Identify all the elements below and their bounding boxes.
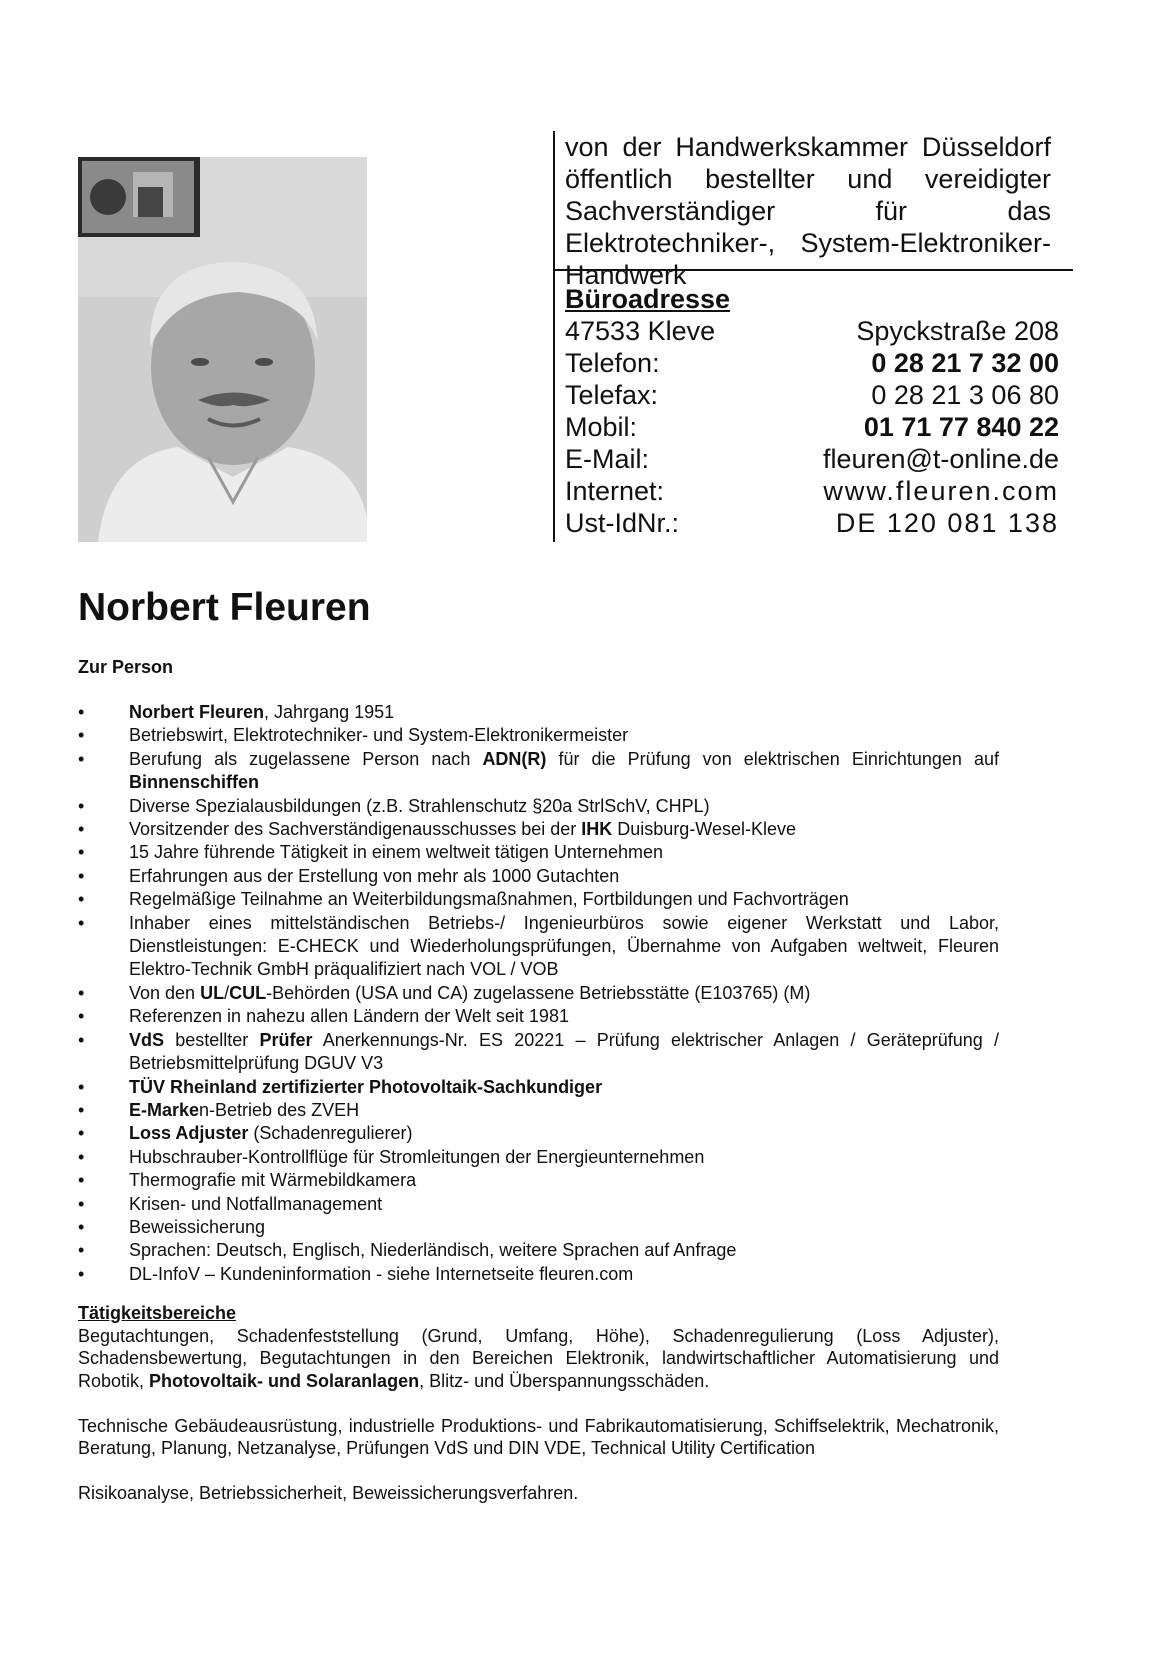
contact-row: [565, 379, 1059, 411]
text: Anerkennungs-Nr. ES 20221 – Prüfung elektrischer Anlagen / Geräteprüfung / Betriebsmittelprüfung DGUV V3: [129, 1029, 999, 1074]
text: (Schadenregulierer): [248, 1123, 413, 1144]
list-item: [78, 1099, 999, 1122]
list-item: [78, 1216, 999, 1239]
list-item: [78, 1263, 999, 1286]
contact-label: Mobil:: [565, 412, 638, 442]
text: für die Prüfung von elektrischen Einrichtungen auf: [546, 748, 999, 769]
list-item: [78, 1146, 999, 1169]
bold-text: UL: [200, 982, 225, 1003]
header-divider: [555, 269, 1073, 271]
text: , Jahrgang 1951: [264, 702, 395, 722]
text: Diverse Spezialausbildungen (z.B. Strahlenschutz §20a StrlSchV, CHPL): [129, 795, 710, 816]
text: Berufung als zugelassene Person nach: [129, 748, 483, 769]
bold-text: TÜV Rheinland zertifizierter Photovoltaik-Sachkundiger: [129, 1076, 603, 1097]
office-address-title: Büroadresse: [565, 284, 731, 314]
contact-label: Telefax:: [565, 380, 659, 410]
contact-value: 01 71 77 840 22: [863, 412, 1059, 442]
text: /: [224, 982, 230, 1003]
activity-paragraph: [78, 1482, 999, 1505]
activities-title: Tätigkeitsbereiche: [78, 1303, 237, 1323]
activity-paragraph: [78, 1325, 999, 1393]
bold-text: Photovoltaik- und Solaranlagen: [149, 1370, 420, 1391]
list-item: [78, 724, 999, 747]
list-item: [78, 795, 999, 818]
contact-label: Internet:: [565, 476, 665, 506]
text: Hubschrauber-Kontrollflüge für Stromleitungen der Energieunternehmen: [129, 1146, 705, 1167]
contact-value: Spyckstraße 208: [856, 316, 1059, 346]
contact-value: www.fleuren.com: [823, 476, 1059, 506]
portrait-photo: [78, 157, 367, 542]
activities-paragraphs: [78, 1325, 999, 1505]
text: Inhaber eines mittelständischen Betriebs-/ Ingenieurbüros sowie eigener Werkstatt und Labor, Dienstleistungen: E-CHECK und Wiederholungsprüfungen, Übernahme von Aufgaben weltweit, Fleuren Elektro-Technik GmbH präqualifiziert nach VOL / VOB: [129, 912, 999, 980]
text: Referenzen in nahezu allen Ländern der Welt seit 1981: [129, 1006, 569, 1027]
text: Begutachtungen, Schadenfeststellung (Grund, Umfang, Höhe), Schadenregulierung (Loss Adjuster), Schadensbewertung, Begutachtungen in den Bereichen Elektronik, landwirtschaftlicher Automatisierung und Robotik,: [78, 1325, 999, 1391]
text: Von den: [129, 982, 201, 1003]
contact-value: DE 120 081 138: [835, 508, 1059, 538]
list-item: [78, 1122, 999, 1145]
bold-text: Binnenschiffen: [129, 772, 260, 793]
activities-section: [78, 1302, 999, 1527]
header-block: [553, 131, 1073, 542]
text: DL-InfoV – Kundeninformation - siehe Internetseite fleuren.com: [129, 1263, 634, 1284]
contact-label: Ust-IdNr.:: [565, 508, 680, 538]
text: Erfahrungen aus der Erstellung von mehr als 1000 Gutachten: [129, 865, 620, 886]
list-item: [78, 982, 999, 1005]
text: , Blitz- und Überspannungsschäden.: [419, 1370, 710, 1391]
bold-text: Norbert Fleuren: [129, 702, 265, 722]
list-item: [78, 888, 999, 911]
text: Krisen- und Notfallmanagement: [129, 1193, 383, 1214]
text: n-Betrieb des ZVEH: [199, 1099, 360, 1120]
list-item: [78, 1076, 999, 1099]
list-item: [78, 1169, 999, 1192]
text: Risikoanalyse, Betriebssicherheit, Beweissicherungsverfahren.: [78, 1483, 579, 1503]
bold-text: Prüfer: [259, 1029, 313, 1050]
section-title-person: Zur Person: [78, 657, 174, 677]
text: Sprachen: Deutsch, Englisch, Niederländisch, weitere Sprachen auf Anfrage: [129, 1240, 737, 1261]
bold-text: Loss Adjuster: [129, 1123, 249, 1144]
list-item: [78, 912, 999, 982]
contact-value: 0 28 21 7 32 00: [871, 348, 1059, 378]
contact-label: Telefon:: [565, 348, 660, 378]
contact-row: [565, 411, 1059, 443]
profile-list: [78, 701, 999, 1286]
list-item: [78, 1239, 999, 1262]
text: Beweissicherung: [129, 1216, 266, 1237]
list-item: [78, 748, 999, 795]
contact-row: [565, 507, 1059, 539]
bold-text: CUL: [229, 982, 267, 1003]
list-item: [78, 1005, 999, 1028]
contact-row: [565, 315, 1059, 347]
bold-text: ADN(R): [482, 748, 547, 769]
text: -Behörden (USA und CA) zugelassene Betriebsstätte (E103765) (M): [266, 982, 811, 1003]
text: Technische Gebäudeausrüstung, industrielle Produktions- und Fabrikautomatisierung, Schiffselektrik, Mechatronik, Beratung, Planung, Netzanalyse, Prüfungen VdS und DIN VDE, Technical Utility Certification: [78, 1415, 999, 1458]
contact-label: E-Mail:: [565, 444, 650, 474]
text: Duisburg-Wesel-Kleve: [612, 819, 797, 840]
list-item: [78, 841, 999, 864]
text: Thermografie mit Wärmebildkamera: [129, 1170, 417, 1191]
person-name: Norbert Fleuren: [78, 586, 371, 629]
contact-value: fleuren@t-online.de: [822, 444, 1059, 474]
contact-row: [565, 347, 1059, 379]
contact-row: [565, 475, 1059, 507]
text: Betriebswirt, Elektrotechniker- und System-Elektronikermeister: [129, 725, 629, 746]
text: Vorsitzender des Sachverständigenausschusses bei der: [129, 819, 582, 840]
list-item: [78, 701, 999, 724]
list-item: [78, 1029, 999, 1076]
contact-list: [565, 315, 1059, 539]
bold-text: IHK: [581, 819, 613, 840]
text: bestellter: [164, 1029, 260, 1050]
bold-text: E-Marke: [129, 1099, 200, 1120]
contact-row: [565, 443, 1059, 475]
activity-paragraph: [78, 1415, 999, 1460]
appointment-text: von der Handwerkskammer Düsseldorf öffentlich bestellter und vereidigter Sachverständiger für das Elektrotechniker-, System-Elektroniker-Handwerk: [565, 132, 1051, 290]
contact-value: 0 28 21 3 06 80: [871, 380, 1059, 410]
list-item: [78, 1193, 999, 1216]
bold-text: VdS: [129, 1029, 165, 1050]
contact-label: 47533 Kleve: [565, 316, 716, 346]
list-item: [78, 818, 999, 841]
list-item: [78, 865, 999, 888]
text: 15 Jahre führende Tätigkeit in einem weltweit tätigen Unternehmen: [129, 842, 663, 863]
text: Regelmäßige Teilnahme an Weiterbildungsmaßnahmen, Fortbildungen und Fachvorträgen: [129, 889, 849, 910]
